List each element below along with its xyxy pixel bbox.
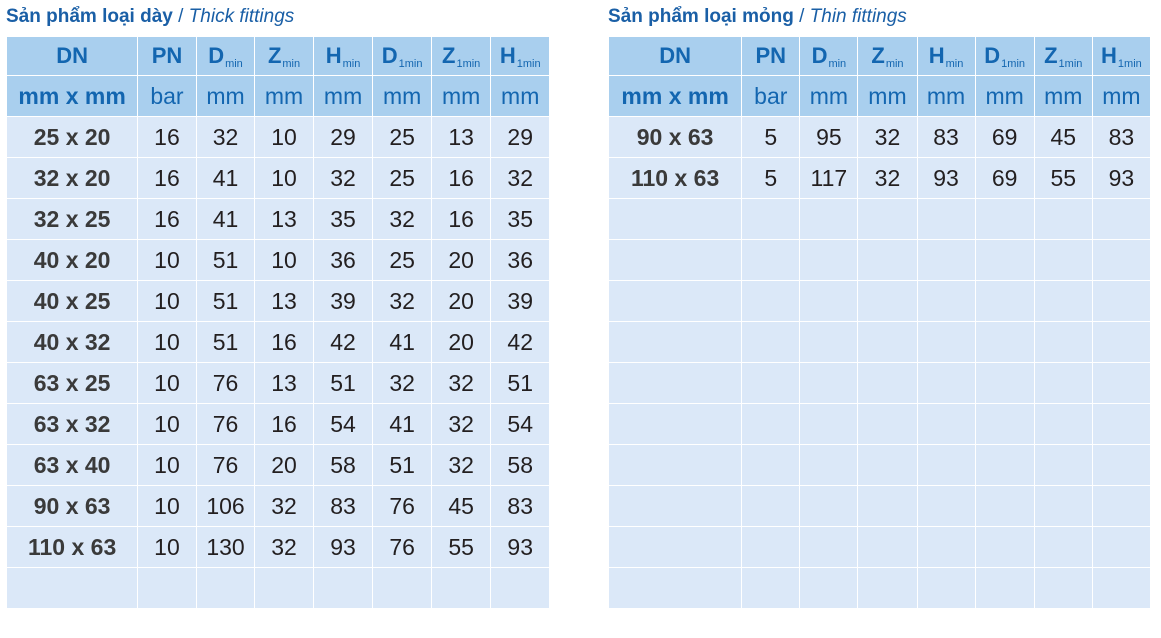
table-cell	[800, 568, 858, 609]
table-cell	[1034, 199, 1092, 240]
table-row	[609, 199, 1151, 240]
table-cell	[858, 486, 917, 527]
table-cell	[196, 568, 255, 609]
table-cell: 10	[138, 281, 197, 322]
column-header	[858, 37, 917, 76]
header-row	[7, 37, 550, 76]
table-cell	[917, 445, 975, 486]
column-header-subscript: 1min	[1058, 57, 1083, 70]
title-separator: /	[793, 6, 810, 27]
table-cell: 51	[491, 363, 550, 404]
table-cell	[1034, 527, 1092, 568]
column-header-subscript: min	[282, 57, 301, 70]
table-cell: 76	[373, 527, 432, 568]
title-separator: /	[172, 6, 189, 27]
table-cell	[742, 281, 800, 322]
table-cell: 10	[138, 404, 197, 445]
unit-cell: mm	[1092, 76, 1150, 117]
table-cell: 42	[491, 322, 550, 363]
thin-fittings-table	[608, 36, 1151, 609]
table-cell: 32	[196, 117, 255, 158]
column-header-subscript: min	[945, 57, 964, 70]
column-header-symbol: H	[325, 42, 342, 68]
unit-cell: mm x mm	[609, 76, 742, 117]
thin-fittings-panel	[608, 0, 1151, 609]
table-cell	[609, 486, 742, 527]
table-cell: 51	[196, 281, 255, 322]
table-cell: 69	[975, 158, 1034, 199]
table-cell: 93	[313, 527, 373, 568]
table-cell	[800, 363, 858, 404]
table-cell	[609, 568, 742, 609]
header-row	[609, 37, 1151, 76]
table-row	[7, 199, 550, 240]
column-header-subscript: 1min	[516, 57, 541, 70]
table-cell: 110 x 63	[7, 527, 138, 568]
table-cell	[917, 527, 975, 568]
table-cell: 54	[313, 404, 373, 445]
table-cell: 32 x 20	[7, 158, 138, 199]
table-row	[7, 158, 550, 199]
table-cell	[975, 199, 1034, 240]
column-header-symbol: D	[811, 42, 828, 68]
table-cell: 32	[858, 158, 917, 199]
table-cell: 32	[431, 363, 491, 404]
column-header	[917, 37, 975, 76]
table-cell: 5	[742, 158, 800, 199]
thick-fittings-heading	[6, 0, 550, 36]
table-cell	[1092, 240, 1150, 281]
table-row	[609, 322, 1151, 363]
table-row	[7, 281, 550, 322]
column-header	[138, 37, 197, 76]
table-cell: 39	[313, 281, 373, 322]
table-cell	[431, 568, 491, 609]
table-row	[609, 486, 1151, 527]
table-cell: 63 x 25	[7, 363, 138, 404]
thick-fittings-panel	[6, 0, 550, 609]
table-cell: 25	[373, 158, 432, 199]
column-header-symbol: D	[381, 42, 398, 68]
table-cell	[609, 363, 742, 404]
table-row	[609, 404, 1151, 445]
table-cell	[975, 240, 1034, 281]
table-cell	[1092, 527, 1150, 568]
table-cell: 76	[373, 486, 432, 527]
table-cell	[1034, 281, 1092, 322]
table-cell: 58	[491, 445, 550, 486]
table-cell	[742, 527, 800, 568]
table-cell: 106	[196, 486, 255, 527]
table-cell: 32	[858, 117, 917, 158]
table-cell: 93	[491, 527, 550, 568]
table-cell: 10	[138, 363, 197, 404]
table-cell	[7, 568, 138, 609]
table-cell	[609, 322, 742, 363]
table-row	[7, 527, 550, 568]
column-header-symbol: PN	[755, 43, 787, 68]
column-header-subscript: min	[828, 57, 847, 70]
table-cell: 54	[491, 404, 550, 445]
table-cell: 32	[373, 199, 432, 240]
table-cell: 40 x 20	[7, 240, 138, 281]
table-cell: 32	[313, 158, 373, 199]
table-cell: 10	[138, 322, 197, 363]
table-cell	[917, 404, 975, 445]
table-row	[609, 117, 1151, 158]
table-cell	[1034, 240, 1092, 281]
table-cell: 76	[196, 404, 255, 445]
table-row	[7, 404, 550, 445]
column-header	[7, 37, 138, 76]
table-row	[7, 568, 550, 609]
table-cell	[609, 199, 742, 240]
table-cell	[742, 240, 800, 281]
table-cell	[138, 568, 197, 609]
table-cell	[858, 322, 917, 363]
table-cell	[917, 568, 975, 609]
table-cell	[609, 240, 742, 281]
unit-cell: mm	[196, 76, 255, 117]
column-header	[742, 37, 800, 76]
table-cell	[975, 486, 1034, 527]
table-cell	[1034, 445, 1092, 486]
table-cell	[742, 486, 800, 527]
unit-cell: mm	[975, 76, 1034, 117]
column-header	[1092, 37, 1150, 76]
table-cell	[917, 199, 975, 240]
table-cell: 40 x 32	[7, 322, 138, 363]
table-cell: 10	[255, 240, 314, 281]
table-cell: 10	[138, 240, 197, 281]
column-header	[373, 37, 432, 76]
table-cell	[742, 199, 800, 240]
unit-cell: bar	[742, 76, 800, 117]
table-cell: 25 x 20	[7, 117, 138, 158]
table-cell: 32	[373, 281, 432, 322]
table-cell: 130	[196, 527, 255, 568]
table-cell: 69	[975, 117, 1034, 158]
table-cell: 110 x 63	[609, 158, 742, 199]
table-cell: 20	[431, 240, 491, 281]
table-cell: 93	[917, 158, 975, 199]
table-cell: 39	[491, 281, 550, 322]
thick-title-vn: Sản phẩm loại dày	[6, 6, 173, 27]
table-cell	[609, 281, 742, 322]
table-cell: 55	[1034, 158, 1092, 199]
table-row	[609, 158, 1151, 199]
table-cell: 10	[255, 158, 314, 199]
table-cell: 76	[196, 445, 255, 486]
table-cell	[917, 281, 975, 322]
table-cell	[1092, 486, 1150, 527]
table-cell	[609, 404, 742, 445]
column-header-subscript: min	[342, 57, 361, 70]
unit-cell: mm	[373, 76, 432, 117]
column-header-symbol: D	[984, 42, 1001, 68]
column-header-symbol: Z	[1044, 42, 1058, 68]
table-cell: 5	[742, 117, 800, 158]
table-cell: 32	[431, 404, 491, 445]
table-cell: 10	[138, 445, 197, 486]
table-cell	[609, 445, 742, 486]
table-cell: 51	[196, 240, 255, 281]
unit-cell: mm	[800, 76, 858, 117]
table-cell: 90 x 63	[609, 117, 742, 158]
table-cell	[858, 568, 917, 609]
column-header	[255, 37, 314, 76]
unit-cell: mm	[1034, 76, 1092, 117]
unit-cell: bar	[138, 76, 197, 117]
table-cell: 51	[196, 322, 255, 363]
table-cell	[1034, 486, 1092, 527]
table-cell: 16	[138, 158, 197, 199]
table-cell: 20	[431, 322, 491, 363]
table-row	[609, 568, 1151, 609]
table-row	[7, 445, 550, 486]
column-header-symbol: H	[1101, 42, 1117, 68]
unit-cell: mm	[858, 76, 917, 117]
column-header-symbol: PN	[151, 43, 183, 68]
column-header-symbol: Z	[267, 42, 282, 68]
thin-title-vn: Sản phẩm loại mỏng	[608, 6, 794, 27]
table-cell	[975, 445, 1034, 486]
table-cell: 42	[313, 322, 373, 363]
table-cell	[975, 322, 1034, 363]
table-row	[609, 240, 1151, 281]
table-cell	[858, 240, 917, 281]
column-header	[975, 37, 1034, 76]
table-cell: 41	[196, 199, 255, 240]
table-cell	[491, 568, 550, 609]
column-header	[1034, 37, 1092, 76]
column-header-symbol: H	[928, 42, 945, 68]
table-cell	[1092, 281, 1150, 322]
table-row	[7, 486, 550, 527]
table-cell	[742, 404, 800, 445]
table-cell: 16	[255, 322, 314, 363]
table-cell: 51	[373, 445, 432, 486]
table-cell: 10	[138, 486, 197, 527]
table-cell: 63 x 40	[7, 445, 138, 486]
table-cell	[1034, 568, 1092, 609]
table-cell: 58	[313, 445, 373, 486]
table-cell	[800, 486, 858, 527]
column-header	[800, 37, 858, 76]
table-cell	[800, 240, 858, 281]
table-cell	[800, 199, 858, 240]
table-cell: 25	[373, 240, 432, 281]
table-row	[609, 445, 1151, 486]
table-row	[7, 117, 550, 158]
table-cell: 117	[800, 158, 858, 199]
table-cell	[858, 199, 917, 240]
table-cell: 45	[1034, 117, 1092, 158]
column-header-subscript: 1min	[1001, 57, 1026, 70]
thin-title-en: Thin fittings	[809, 6, 907, 27]
table-row	[7, 363, 550, 404]
table-cell: 32	[255, 527, 314, 568]
table-cell	[1092, 568, 1150, 609]
column-header-subscript: min	[225, 57, 243, 70]
table-cell: 16	[138, 117, 197, 158]
table-cell	[858, 281, 917, 322]
table-cell	[975, 568, 1034, 609]
table-cell: 32 x 25	[7, 199, 138, 240]
column-header-symbol: Z	[871, 42, 885, 68]
table-cell: 10	[255, 117, 314, 158]
table-cell: 13	[255, 281, 314, 322]
table-cell	[1092, 363, 1150, 404]
table-cell: 93	[1092, 158, 1150, 199]
table-cell	[1034, 363, 1092, 404]
table-cell	[975, 404, 1034, 445]
table-cell	[858, 527, 917, 568]
table-cell: 32	[255, 486, 314, 527]
table-cell	[609, 527, 742, 568]
table-cell: 16	[255, 404, 314, 445]
table-cell	[800, 404, 858, 445]
column-header-subscript: 1min	[1117, 57, 1142, 70]
table-cell	[975, 281, 1034, 322]
table-cell	[917, 486, 975, 527]
column-header-symbol: DN	[56, 43, 88, 68]
unit-cell: mm	[255, 76, 314, 117]
table-cell: 41	[373, 322, 432, 363]
table-cell: 25	[373, 117, 432, 158]
unit-cell: mm	[431, 76, 491, 117]
table-cell: 45	[431, 486, 491, 527]
column-header	[491, 37, 550, 76]
column-header-symbol: D	[208, 42, 225, 68]
table-cell	[1092, 322, 1150, 363]
table-cell	[975, 527, 1034, 568]
table-cell	[800, 445, 858, 486]
table-cell	[1092, 404, 1150, 445]
table-cell	[917, 363, 975, 404]
table-cell	[1092, 199, 1150, 240]
table-cell	[1034, 322, 1092, 363]
table-cell	[373, 568, 432, 609]
table-cell: 20	[431, 281, 491, 322]
column-header-subscript: min	[885, 57, 904, 70]
table-cell: 55	[431, 527, 491, 568]
thick-title-en: Thick fittings	[188, 6, 295, 27]
units-row	[609, 76, 1151, 117]
table-cell	[858, 363, 917, 404]
table-cell	[975, 363, 1034, 404]
table-cell: 16	[431, 158, 491, 199]
table-cell: 16	[138, 199, 197, 240]
table-cell: 51	[313, 363, 373, 404]
table-cell: 29	[313, 117, 373, 158]
table-cell	[742, 568, 800, 609]
table-cell: 32	[373, 363, 432, 404]
column-header-symbol: H	[499, 42, 516, 68]
table-cell: 83	[491, 486, 550, 527]
column-header	[609, 37, 742, 76]
table-cell	[1034, 404, 1092, 445]
column-header-symbol: Z	[442, 42, 456, 68]
table-cell: 76	[196, 363, 255, 404]
table-cell: 35	[313, 199, 373, 240]
table-cell: 41	[196, 158, 255, 199]
table-row	[609, 281, 1151, 322]
table-cell: 13	[255, 363, 314, 404]
table-cell: 41	[373, 404, 432, 445]
column-header	[431, 37, 491, 76]
table-cell: 90 x 63	[7, 486, 138, 527]
table-cell	[800, 281, 858, 322]
table-cell: 83	[1092, 117, 1150, 158]
column-header-subscript: 1min	[456, 57, 481, 70]
table-cell	[858, 404, 917, 445]
table-cell: 36	[491, 240, 550, 281]
table-cell	[917, 322, 975, 363]
table-cell: 13	[255, 199, 314, 240]
table-cell: 63 x 32	[7, 404, 138, 445]
unit-cell: mm	[917, 76, 975, 117]
table-cell	[313, 568, 373, 609]
table-cell: 40 x 25	[7, 281, 138, 322]
table-row	[609, 527, 1151, 568]
table-cell: 10	[138, 527, 197, 568]
table-cell	[742, 445, 800, 486]
column-header-subscript: 1min	[398, 57, 423, 70]
units-row	[7, 76, 550, 117]
unit-cell: mm	[491, 76, 550, 117]
table-cell: 13	[431, 117, 491, 158]
table-cell	[742, 322, 800, 363]
table-cell	[742, 363, 800, 404]
table-cell: 16	[431, 199, 491, 240]
unit-cell: mm	[313, 76, 373, 117]
table-cell: 83	[313, 486, 373, 527]
table-cell	[858, 445, 917, 486]
table-cell	[800, 322, 858, 363]
unit-cell: mm x mm	[7, 76, 138, 117]
table-cell	[800, 527, 858, 568]
thin-fittings-heading	[608, 0, 1151, 36]
table-cell	[1092, 445, 1150, 486]
table-row	[7, 322, 550, 363]
column-header-symbol: DN	[659, 43, 691, 68]
table-cell: 95	[800, 117, 858, 158]
table-cell: 32	[491, 158, 550, 199]
table-cell	[917, 240, 975, 281]
thick-fittings-table	[6, 36, 550, 609]
table-cell: 20	[255, 445, 314, 486]
table-cell: 29	[491, 117, 550, 158]
table-row	[7, 240, 550, 281]
table-cell: 35	[491, 199, 550, 240]
table-cell: 32	[431, 445, 491, 486]
table-row	[609, 363, 1151, 404]
table-cell: 83	[917, 117, 975, 158]
column-header	[196, 37, 255, 76]
table-cell	[255, 568, 314, 609]
column-header	[313, 37, 373, 76]
table-cell: 36	[313, 240, 373, 281]
